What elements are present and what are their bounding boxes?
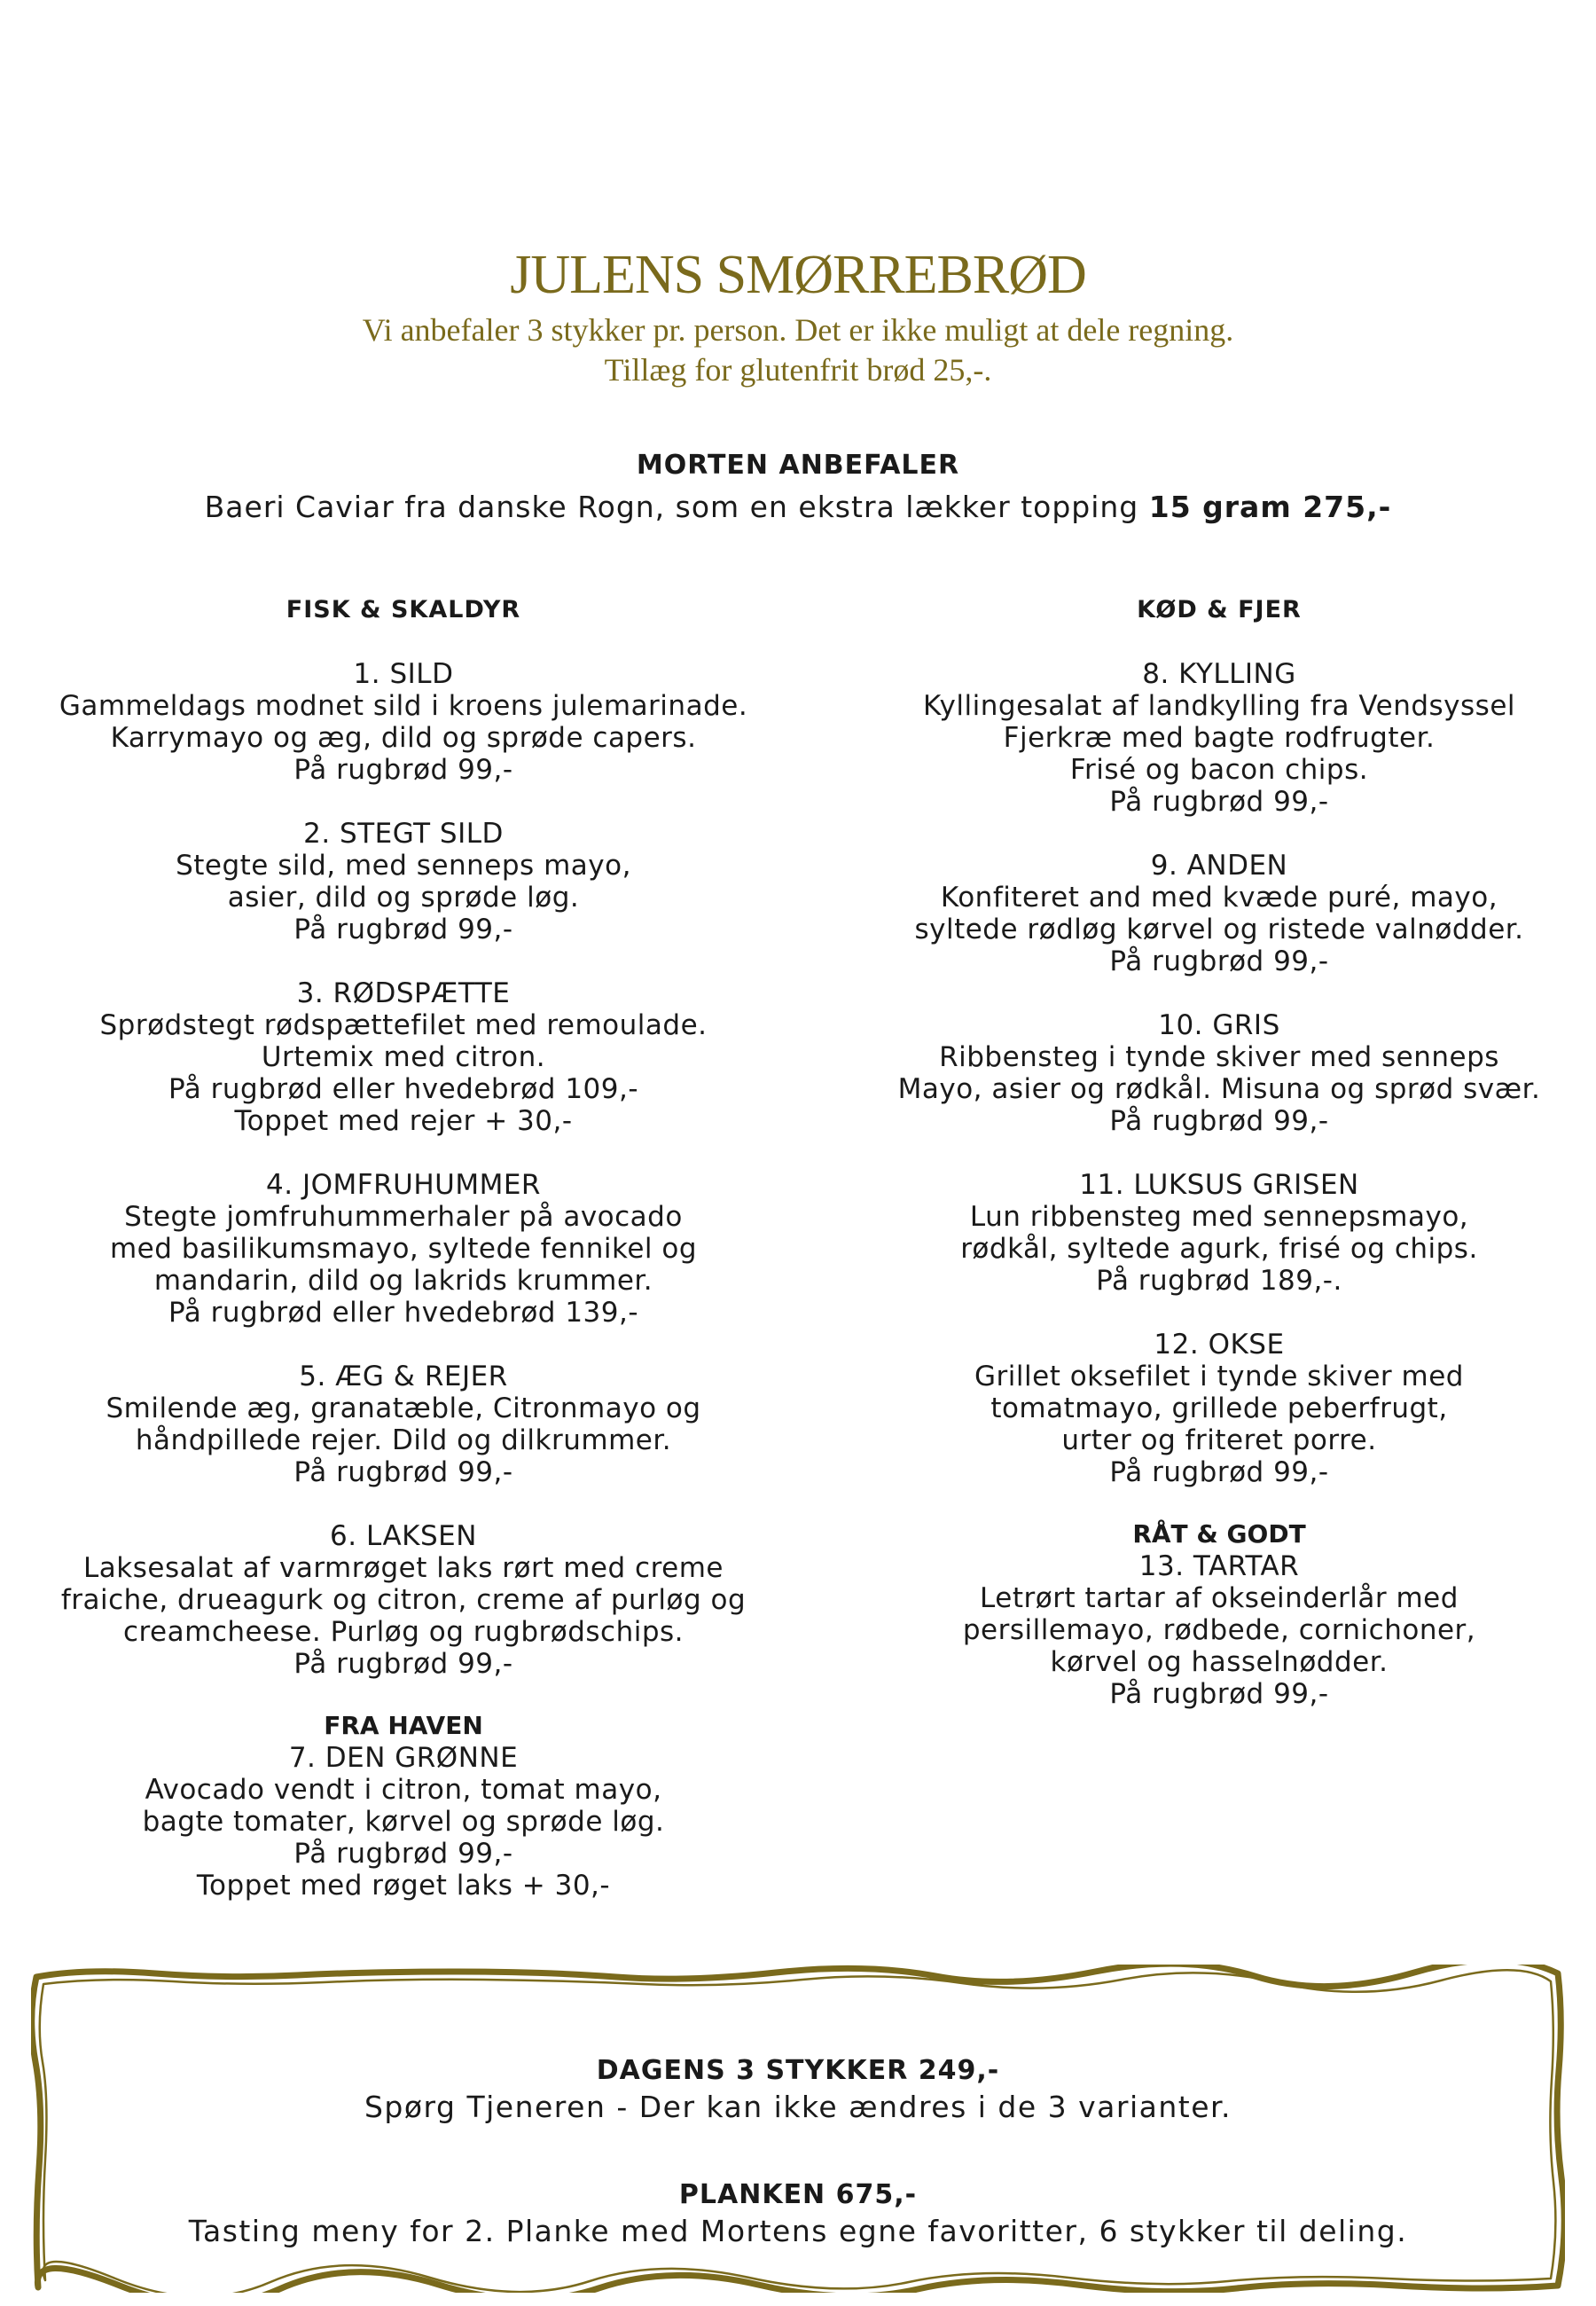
menu-item [18, 977, 789, 1137]
section-title-fra-haven: FRA HAVEN [324, 1711, 483, 1740]
menu-item-line: urter og friteret porre. [1061, 1424, 1377, 1456]
menu-item-line: mandarin, dild og lakrids krummer. [153, 1265, 653, 1297]
section-title-kod: KØD & FJER [1137, 596, 1302, 624]
menu-item-line: Karrymayo og æg, dild og sprøde capers. [110, 722, 697, 754]
menu-item-line: Mayo, asier og rødkål. Misuna og sprød svær. [897, 1073, 1541, 1105]
menu-item-price: På rugbrød 99,- [1109, 1678, 1329, 1710]
menu-item [18, 1520, 789, 1680]
menu-item-line: Smilende æg, granatæble, Citronmayo og [106, 1392, 701, 1424]
daily-offer-content [31, 2053, 1565, 2250]
menu-subtitle-2: Tillæg for glutenfrit brød 25,-. [604, 352, 992, 388]
recommendation-price: 15 gram 275,- [1148, 490, 1392, 524]
menu-item-line: håndpillede rejer. Dild og dilkrummer. [135, 1424, 672, 1456]
menu-item-line: tomatmayo, grillede peberfrugt, [990, 1392, 1448, 1424]
daily-offer-box [31, 1965, 1565, 2293]
menu-item-line: creamcheese. Purløg og rugbrødschips. [122, 1616, 685, 1648]
left-column [18, 594, 789, 1902]
menu-item-line: Sprødstegt rødspættefilet med remoulade. [99, 1009, 708, 1041]
menu-item [851, 1550, 1587, 1710]
menu-item-price: På rugbrød eller hvedebrød 139,- [168, 1297, 639, 1329]
menu-item-price: På rugbrød eller hvedebrød 109,- [168, 1073, 639, 1105]
recommendation [0, 448, 1596, 527]
menu-item [851, 1329, 1587, 1488]
menu-item-line: Avocado vendt i citron, tomat mayo, [145, 1774, 662, 1806]
menu-item-price: På rugbrød 99,- [293, 754, 513, 786]
menu-item [18, 1361, 789, 1488]
menu-subtitle-1: Vi anbefaler 3 stykker pr. person. Det er ikke muligt at dele regning. [362, 312, 1234, 348]
menu-item-name: 7. DEN GRØNNE [288, 1742, 519, 1774]
menu-item-line: Konfiteret and med kvæde puré, mayo, [940, 882, 1498, 914]
recommendation-heading: MORTEN ANBEFALER [636, 450, 960, 481]
menu-item-name: 11. LUKSUS GRISEN [1079, 1169, 1359, 1201]
menu-item-price: På rugbrød 189,-. [1096, 1265, 1342, 1297]
section-title-fisk: FISK & SKALDYR [286, 596, 521, 624]
section-title-raat-godt: RÅT & GODT [1132, 1519, 1306, 1549]
menu-item-price: På rugbrød 99,- [293, 1456, 513, 1488]
menu-item [18, 1742, 789, 1902]
menu-item-line: Fjerkræ med bagte rodfrugter. [1003, 722, 1436, 754]
menu-item-price: På rugbrød 99,- [1109, 1456, 1329, 1488]
menu-item-line: Frisé og bacon chips. [1069, 754, 1369, 786]
planken-heading: PLANKEN 675,- [678, 2179, 918, 2210]
menu-item-name: 4. JOMFRUHUMMER [266, 1169, 541, 1201]
menu-item-price: På rugbrød 99,- [1109, 786, 1329, 818]
menu-item-name: 9. ANDEN [1150, 850, 1288, 882]
menu-item-name: 1. SILD [353, 658, 454, 690]
menu-item-line: persillemayo, rødbede, cornichoner, [962, 1614, 1476, 1646]
menu-item-line: rødkål, syltede agurk, frisé og chips. [960, 1233, 1478, 1265]
menu-item-line: Ribbensteg i tynde skiver med senneps [939, 1041, 1499, 1073]
menu-item-line: Grillet oksefilet i tynde skiver med [974, 1361, 1464, 1392]
menu-item-line: Kyllingesalat af landkylling fra Vendsyssel [922, 690, 1516, 722]
daily-offer-text: Spørg Tjeneren - Der kan ikke ændres i de 3 varianter. [364, 2090, 1232, 2124]
menu-item-price: På rugbrød 99,- [1109, 1105, 1329, 1137]
menu-item [18, 1169, 789, 1329]
menu-item-price: På rugbrød 99,- [293, 1648, 513, 1680]
menu-item-line: asier, dild og sprøde løg. [227, 882, 580, 914]
menu-item-extra: Toppet med rejer + 30,- [234, 1105, 573, 1137]
menu-item-price: På rugbrød 99,- [1109, 945, 1329, 977]
menu-item-line: med basilikumsmayo, syltede fennikel og [109, 1233, 698, 1265]
menu-item-line: fraiche, drueagurk og citron, creme af purløg og [60, 1584, 747, 1616]
menu-title: JULENS SMØRREBRØD [510, 245, 1086, 305]
recommendation-text [0, 487, 1596, 527]
menu-item-name: 5. ÆG & REJER [299, 1361, 508, 1392]
menu-item-line: kørvel og hasselnødder. [1050, 1646, 1389, 1678]
menu-item-price: På rugbrød 99,- [293, 1838, 513, 1870]
menu-item-extra: Toppet med røget laks + 30,- [196, 1870, 611, 1902]
menu-item-line: Gammeldags modnet sild i kroens julemarinade. [59, 690, 748, 722]
recommendation-description: Baeri Caviar fra danske Rogn, som en ekstra lækker topping [204, 490, 1149, 524]
menu-item-name: 6. LAKSEN [330, 1520, 477, 1552]
menu-item-line: Lun ribbensteg med sennepsmayo, [969, 1201, 1469, 1233]
menu-item-name: 10. GRIS [1158, 1009, 1280, 1041]
menu-item-line: Stegte sild, med senneps mayo, [176, 850, 631, 882]
menu-item-name: 2. STEGT SILD [303, 818, 504, 850]
menu-item [18, 658, 789, 786]
daily-offer-heading: DAGENS 3 STYKKER 249,- [596, 2055, 1000, 2086]
menu-item-name: 13. TARTAR [1138, 1550, 1300, 1582]
menu-item-name: 8. KYLLING [1142, 658, 1296, 690]
menu-item-price: På rugbrød 99,- [293, 914, 513, 945]
menu-item-line: Laksesalat af varmrøget laks rørt med creme [83, 1552, 724, 1584]
menu-item [851, 1169, 1587, 1297]
menu-item-line: Urtemix med citron. [261, 1041, 546, 1073]
menu-header [0, 239, 1596, 390]
menu-item-line: bagte tomater, kørvel og sprøde løg. [142, 1806, 665, 1838]
planken-text: Tasting meny for 2. Planke med Mortens egne favoritter, 6 stykker til deling. [188, 2214, 1408, 2248]
menu-item-line: Stegte jomfruhummerhaler på avocado [124, 1201, 683, 1233]
menu-item [851, 658, 1587, 818]
menu-item [851, 1009, 1587, 1137]
menu-item-name: 3. RØDSPÆTTE [296, 977, 511, 1009]
menu-item [18, 818, 789, 945]
right-column [851, 594, 1587, 1710]
menu-item-line: syltede rødløg kørvel og ristede valnødder. [914, 914, 1524, 945]
menu-item-line: Letrørt tartar af okseinderlår med [980, 1582, 1459, 1614]
menu-item-name: 12. OKSE [1154, 1329, 1285, 1361]
menu-item [851, 850, 1587, 977]
